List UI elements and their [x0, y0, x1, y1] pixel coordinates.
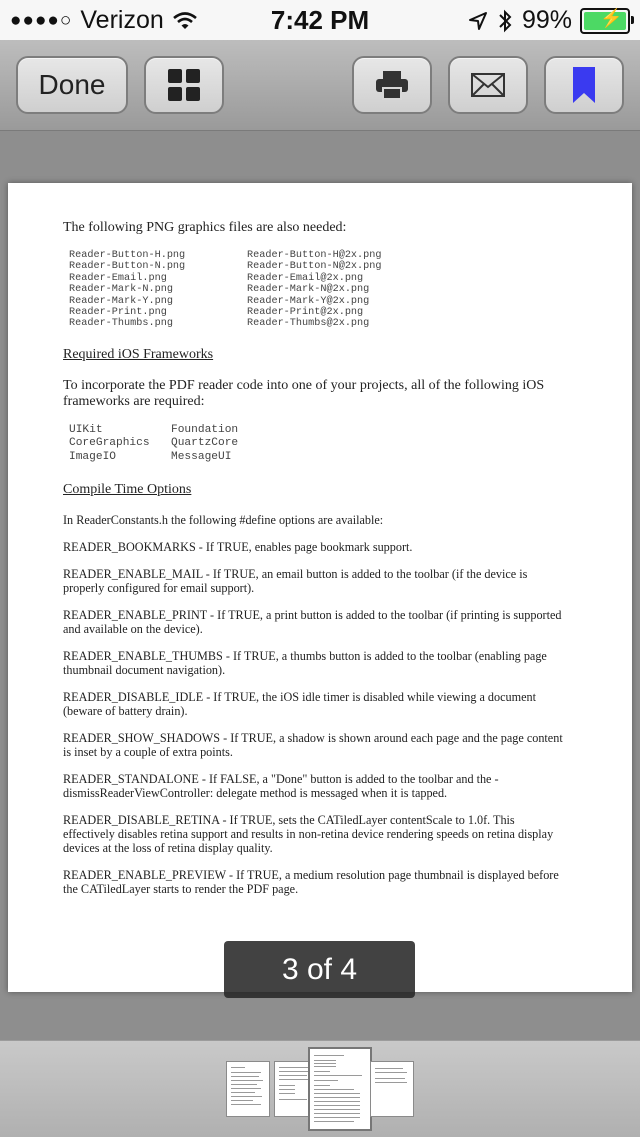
png-file-item: Reader-Print@2x.png: [247, 307, 364, 319]
option-item: READER_ENABLE_PREVIEW - If TRUE, a medium resolution page thumbnail is displayed before the CATiledLayer starts to render the PDF page.: [63, 867, 559, 896]
pdf-page[interactable]: [8, 183, 632, 992]
carrier-name: Verizon: [80, 6, 164, 34]
location-arrow-icon: [468, 11, 488, 31]
page-number-indicator: 3 of 4: [224, 941, 415, 998]
signal-strength-icon: ●●●●○: [10, 9, 73, 31]
status-time: 7:42 PM: [270, 5, 370, 35]
done-button[interactable]: Done: [16, 56, 128, 114]
framework-item: UIKit: [69, 423, 103, 436]
png-file-item: Reader-Email@2x.png: [247, 272, 364, 284]
png-file-item: Reader-Button-N.png: [69, 261, 186, 273]
compile-options-heading: Compile Time Options: [63, 481, 192, 497]
option-item: READER_SHOW_SHADOWS - If TRUE, a shadow is shown around each page and the page content is inset by a couple of extra points.: [63, 730, 563, 759]
frameworks-paragraph: To incorporate the PDF reader code into one of your projects, all of the following iOS frameworks are required:: [63, 377, 545, 409]
option-item: READER_ENABLE_PRINT - If TRUE, a print button is added to the toolbar (if printing is supported and available on the device).: [63, 607, 562, 636]
png-file-column-left: [69, 250, 247, 330]
thumbnail-scrubber[interactable]: [0, 1040, 640, 1137]
compile-options-intro: In ReaderConstants.h the following #define options are available:: [63, 512, 384, 527]
option-item: READER_ENABLE_THUMBS - If TRUE, a thumbs button is added to the toolbar (enabling page thumbnail document navigation).: [63, 648, 547, 677]
png-file-item: Reader-Email.png: [69, 272, 167, 284]
png-file-item: Reader-Print.png: [69, 307, 167, 319]
png-file-list: [69, 250, 563, 330]
envelope-icon: [471, 73, 505, 97]
thumbs-grid-button[interactable]: [144, 56, 224, 114]
option-item: READER_DISABLE_RETINA - If TRUE, sets the CATiledLayer contentScale to 1.0f. This effectively disables retina support and results in non-retina device rendering speeds on retina display devices at the loss of retina display quality.: [63, 812, 554, 855]
option-item: READER_STANDALONE - If FALSE, a "Done" button is added to the toolbar and the -dismissReaderViewController: delegate method is messaged when it is tapped.: [63, 771, 499, 800]
png-file-item: Reader-Mark-N@2x.png: [247, 284, 370, 296]
status-right: [468, 6, 630, 35]
bluetooth-icon: [498, 9, 512, 33]
bookmark-button[interactable]: [544, 56, 624, 114]
option-item: READER_ENABLE_MAIL - If TRUE, an email button is added to the toolbar (if the device is properly configured for email support).: [63, 566, 528, 595]
page-thumbnail-3-current[interactable]: [308, 1047, 372, 1131]
option-item: READER_BOOKMARKS - If TRUE, enables page bookmark support.: [63, 539, 413, 554]
png-file-item: Reader-Thumbs@2x.png: [247, 318, 370, 330]
png-file-item: Reader-Button-H@2x.png: [247, 250, 382, 261]
framework-item: MessageUI: [171, 451, 232, 464]
png-file-item: Reader-Mark-N.png: [69, 284, 173, 296]
framework-item: QuartzCore: [171, 437, 239, 450]
png-file-item: Reader-Thumbs.png: [69, 318, 173, 330]
frameworks-column-left: [69, 424, 171, 465]
charging-bolt-icon: ⚡: [600, 7, 623, 28]
frameworks-list: [69, 424, 563, 465]
battery-percent: 99%: [521, 6, 572, 34]
png-file-item: Reader-Mark-Y@2x.png: [247, 295, 370, 307]
bookmark-icon: [572, 66, 596, 104]
png-file-item: Reader-Button-N@2x.png: [247, 261, 382, 273]
page-thumbnail-1[interactable]: [226, 1061, 270, 1117]
page-thumbnail-4[interactable]: [370, 1061, 414, 1117]
framework-item: Foundation: [171, 423, 239, 436]
frameworks-heading: Required iOS Frameworks: [63, 346, 214, 362]
printer-icon: [375, 70, 409, 100]
page-content: [63, 221, 563, 909]
grid-icon: [167, 68, 201, 102]
battery-icon: [580, 8, 630, 34]
png-intro-text: The following PNG graphics files are also needed:: [63, 220, 347, 235]
email-button[interactable]: [448, 56, 528, 114]
frameworks-column-right: [171, 424, 273, 465]
png-file-item: Reader-Button-H.png: [69, 250, 186, 261]
png-file-item: Reader-Mark-Y.png: [69, 295, 173, 307]
option-item: READER_DISABLE_IDLE - If TRUE, the iOS idle timer is disabled while viewing a document (beware of battery drain).: [63, 689, 536, 718]
png-file-column-right: [247, 250, 425, 330]
framework-item: ImageIO: [69, 451, 116, 464]
framework-item: CoreGraphics: [69, 437, 150, 450]
reader-toolbar: [0, 40, 640, 131]
print-button[interactable]: [352, 56, 432, 114]
status-bar: [0, 0, 640, 40]
